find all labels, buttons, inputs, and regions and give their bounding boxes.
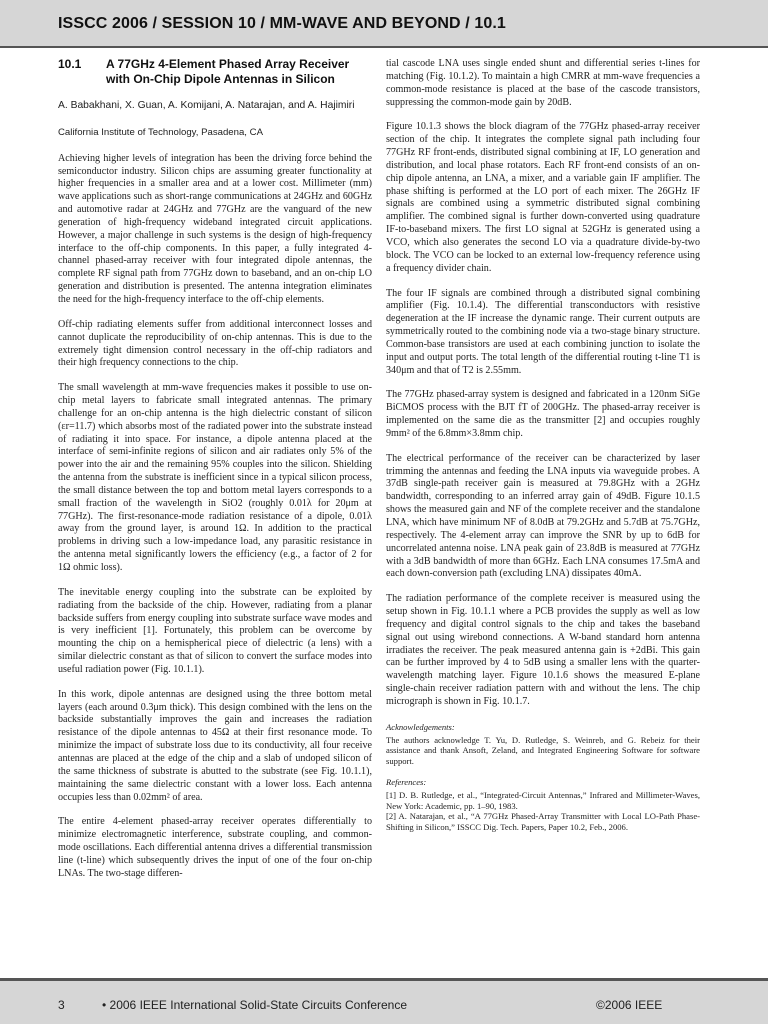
- left-column: [58, 57, 372, 893]
- paragraph: The small wavelength at mm-wave frequencies makes it possible to use on-chip metal layers to fabricate small integrated antennas. The primary challenge for an on-chip antenna is the high dielectric constant of silicon (εr=11.7) which absorbs most of the radiated power into the substrate instead of radiating it into space. For instance, a dipole antenna placed at the interface of semi-infinite regions of silicon and air radiates only 5% of the power into the air and the remaining 95% couples into the silicon. Shielding the antenna from the substrate is inefficient since in a typical silicon process, the small distance between the top and bottom metal layers corresponds to a small fraction of the wavelength in SiO2 (roughly 0.01λ for 20μm at 77GHz). The first-resonance-mode radiation resistance of a dipole, 0.01λ away from the ground layer, is around 1Ω. In addition to the practical problems in driving such a low-impedance load, any parasitic resistance in the antenna metal significantly lowers the efficiency (e.g., a factor of 2 for 1Ω ohmic loss).: [58, 382, 372, 573]
- paragraph: The inevitable energy coupling into the substrate can be exploited by radiating from the backside of the chip. However, radiating from a planar backside suffers from energy coupling into substrate surface wave modes and is very inefficient [1]. Fortunately, this problem can be overcome by mounting the chip on a hemispherical piece of dielectric (a lens) with a similar dielectric constant as that of silicon to convert the surface modes into useful radiation power (Fig. 10.1.1).: [58, 586, 372, 675]
- right-column: [386, 58, 700, 833]
- paper-authors: A. Babakhani, X. Guan, A. Komijani, A. Natarajan, and A. Hajimiri: [58, 100, 355, 111]
- paragraph: The electrical performance of the receiver can be characterized by laser trimming the antennas and feeding the LNA inputs via waveguide probes. A 37dB single-path receiver gain is measured at 79.8GHz with a 2GHz bandwidth, corresponding to an inferred array gain of 49dB. Figure 10.1.5 shows the measured gain and NF of the complete receiver and the standalone LNA, which have minimum NF of 8.0dB at 79.2GHz and 5.7dB at 75.7GHz, respectively. The 4-element array can improve the SNR by up to 6dB for uncorrelated antenna noise. LNA peak gain of 23.8dB is measured at 77GHz with a 3dB bandwidth of more than 6GHz. Each LNA consumes 17.5mA and each down-conversion path (excluding LNA) dissipates 40mA.: [386, 452, 700, 580]
- paper-title: A 77GHz 4-Element Phased Array Receiver with On-Chip Dipole Antennas in Silicon: [106, 57, 350, 86]
- acknowledgements-heading: Acknowledgements:: [386, 721, 455, 732]
- page-footer: [0, 981, 768, 1024]
- paragraph: Achieving higher levels of integration has been the driving force behind the semiconductor industry. Silicon chips are assuming greater functionality at higher frequencies in a smaller area and at a lower cost. Millimeter (mm) wave applications such as short-range communications at 24GHz and 60GHz and automotive radar at 24GHz and 77GHz are the vanguard of the new generation of high-frequency wideband integrated circuit applications. However, a major challenge in such systems is the design of high-frequency interface to the off-chip components. In this paper, a fully integrated 4-channel phased-array receiver with four integrated dipole antennas, the complete RF signal path from 77GHz down to baseband, and an on-chip LO generation and distribution is presented. The antenna integration eliminates the need for the high-frequency interface to the off-chip elements.: [58, 152, 372, 305]
- paper-number: 10.1: [58, 57, 82, 71]
- paragraph: Off-chip radiating elements suffer from additional interconnect losses and cannot duplicate the reproducibility of on-chip antennas. This is due to the extremely tight dimension control necessary in the off-chip radiators and their high frequency connections to the chip.: [58, 318, 372, 369]
- paragraph: In this work, dipole antennas are designed using the three bottom metal layers (each around 0.3μm thick). This design combined with the lens on the backside substantially improves the gain and increases the radiation resistance of the dipole antennas to 45Ω at their first resonance mode. To minimize the impact of substrate loss due to its conductivity, all four receive antennas are placed at the edge of the chip and a slab of undoped silicon of the same thickness of substrate is abutted to the substrate (see Fig. 10.1.1), maintaining the same dielectric constant with a lower loss. Each antenna occupies less than 0.02mm² of area.: [58, 688, 372, 803]
- copyright: ©2006 IEEE: [596, 998, 663, 1012]
- paragraph: The four IF signals are combined through a distributed signal combining amplifier (Fig. 10.1.4). The differential transconductors with resistive degeneration at the IF increase the dynamic range. Their current outputs are symmetrically routed to the combining node via a two-stage binary structure. Common-base transistors are used at each combining junction to isolate the input and output ports. The total length of the differential routing t-line T1 is 340μm and that of T2 is 2.55mm.: [386, 287, 700, 376]
- references-heading: References:: [386, 777, 427, 788]
- reference-item: [1] D. B. Rutledge, et al., “Integrated-Circuit Antennas,” Infrared and Millimeter-Waves, New York: Academic, pp. 1–90, 1983.: [386, 790, 700, 811]
- paragraph: tial cascode LNA uses single ended shunt and differential series t-lines for matching (Fig. 10.1.2). To maintain a high CMRR at mm-wave frequencies a common-mode resistance is placed at the base of the cascode transistors, suppressing the common-mode gain by 20dB.: [386, 58, 700, 108]
- reference-item: [2] A. Natarajan, et al., “A 77GHz Phased-Array Transmitter with Local LO-Path Phase-Shifting in Silicon,” ISSCC Dig. Tech. Papers, Paper 10.2, Feb., 2006.: [386, 811, 700, 833]
- paragraph: The radiation performance of the complete receiver is measured using the setup shown in Fig. 10.1.1 where a PCB provides the supply as well as low frequency and digital control signals to the chip and takes the baseband signal out using wirebond connections. A W-band standard horn antenna irradiates the receiver. The peak measured antenna gain is +2dBi. This gain can be further improved by 4 to 5dB using a smaller lens with the quarter-wavelength matching layer. Figure 10.1.6 shows the measured E-plane single-chain receiver radiation pattern with and without the lens. The chip micrograph is shown in Fig. 10.1.7.: [386, 593, 700, 707]
- paragraph: Figure 10.1.3 shows the block diagram of the 77GHz phased-array receiver section of the chip. It integrates the complete signal path including four 77GHz RF front-ends, distributed signal combining at IF, LO generation and distribution, and local phase rotators. Each RF front-end consists of an on-chip dipole antenna, an LNA, a mixer, and a variable gain IF amplifier. The phase shifting is performed at the LO port of each mixer. The 26GHz IF signals are combined using a symmetric distributed signal combining amplifier. The combined signal is further down-converted using quadrature IF-to-baseband mixers. The first LO signal at 52GHz is generated using a VCO, which also generates the second LO via a quadrature divide-by-two block. The VCO can be locked to an external low-frequency reference using a frequency divider chain.: [386, 121, 700, 274]
- paragraph: The entire 4-element phased-array receiver operates differentially to minimize electromagnetic interference, substrate coupling, and common-mode oscillations. Each differential antenna drives a differential transmission line (t-line) which subsequently drives the input of one of the four on-chip LNAs. The two-stage differen-: [58, 816, 372, 879]
- paper-affiliation: California Institute of Technology, Pasadena, CA: [58, 126, 263, 138]
- acknowledgements-text: The authors acknowledge T. Yu, D. Rutledge, S. Weinreb, and G. Rebeiz for their assistance and thank Ansoft, Zeland, and Integrated Engineering Software for software support.: [386, 734, 700, 766]
- conference-name: • 2006 IEEE International Solid-State Circuits Conference: [102, 998, 408, 1012]
- page-header: [0, 0, 768, 48]
- paper-title-block: [58, 57, 372, 86]
- page-number: 3: [58, 998, 65, 1012]
- paragraph: The 77GHz phased-array system is designed and fabricated in a 120nm SiGe BiCMOS process with the BJT fT of 200GHz. The phased-array receiver is implemented on the same die as the transmitter [2] and occupies roughly 9mm² of the 6.8mm×3.8mm chip.: [386, 389, 700, 439]
- session-header: ISSCC 2006 / SESSION 10 / MM-WAVE AND BEYOND / 10.1: [58, 15, 506, 32]
